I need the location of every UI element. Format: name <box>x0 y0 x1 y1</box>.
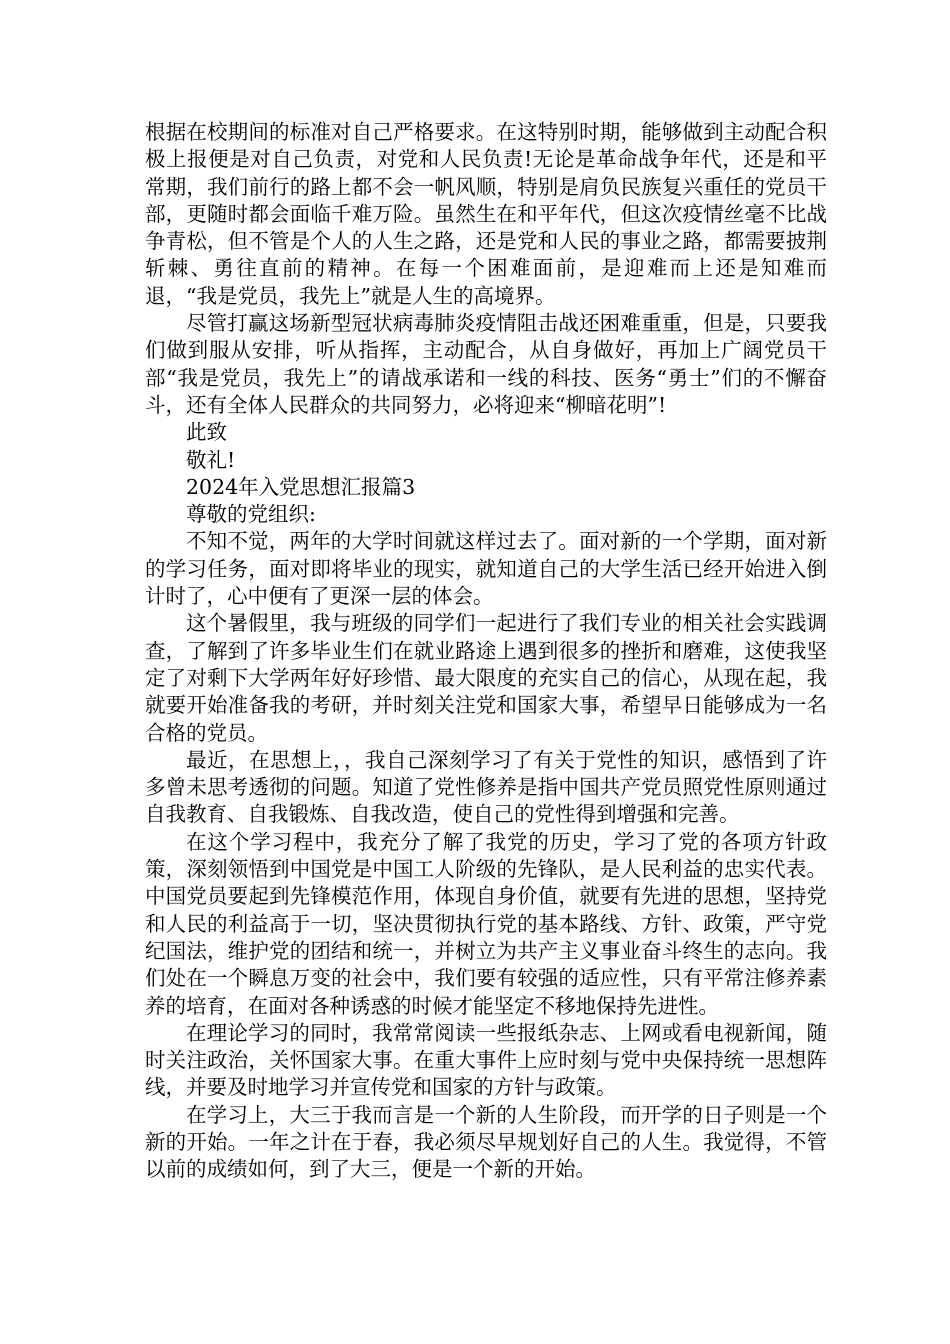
paragraph-2: 尽管打赢这场新型冠状病毒肺炎疫情阻击战还困难重重，但是，只要我们做到服从安排，听从指挥，主动配合，从自身做好，再加上广阔党员干部“我是党员，我先上”的请战承诺和一线的科技、医务“勇士”们的不懈奋斗，还有全体人民群众的共同努力，必将迎来“柳暗花明”! <box>145 311 827 417</box>
paragraph-10: 在这个学习程中，我充分了解了我党的历史，学习了党的各项方针政策，深刻领悟到中国党是中国工人阶级的先锋队，是人民利益的忠实代表。中国党员要起到先锋模范作用，体现自身价值，就要有先进的思想，坚持党和人民的利益高于一切，坚决贯彻执行党的基本路线、方针、政策，严守党纪国法，维护党的团结和统一，并树立为共产主义事业奋斗终生的志向。我们处在一个瞬息万变的社会中，我们要有较强的适应性，只有平常注修养素养的培育，在面对各种诱惑的时候才能坚定不移地保持先进性。 <box>145 829 827 1018</box>
section-title: 2024年入党思想汇报篇3 <box>186 474 416 499</box>
greeting: 尊敬的党组织: <box>186 502 316 527</box>
closing-respect: 敬礼! <box>186 447 236 472</box>
document-page <box>145 119 827 1184</box>
paragraph-1: 根据在校期间的标准对自己严格要求。在这特别时期，能够做到主动配合积极上报便是对自己负责，对党和人民负责!无论是革命战争年代，还是和平常期，我们前行的路上都不会一帆风顺，特别是肩负民族复兴重任的党员干部，更随时都会面临千难万险。虽然生在和平年代，但这次疫情丝毫不比战争青松，但不管是个人的人生之路，还是党和人民的事业之路，都需要披荆斩棘、勇往直前的精神。在每一个困难面前，是迎难而上还是知难而退，“我是党员，我先上”就是人生的高境界。 <box>145 120 827 308</box>
closing-salutation: 此致 <box>186 420 227 445</box>
paragraph-7: 不知不觉，两年的大学时间就这样过去了。面对新的一个学期，面对新的学习任务，面对即将毕业的现实，就知道自己的大学生活已经开始进入倒计时了，心中便有了更深一层的体会。 <box>145 529 827 609</box>
paragraph-11: 在理论学习的同时，我常常阅读一些报纸杂志、上网或看电视新闻，随时关注政治，关怀国家大事。在重大事件上应时刻与党中央保持统一思想阵线，并要及时地学习并宣传党和国家的方针与政策。 <box>145 1020 827 1100</box>
paragraph-8: 这个暑假里，我与班级的同学们一起进行了我们专业的相关社会实践调查，了解到了许多毕业生们在就业路途上遇到很多的挫折和磨难，这使我坚定了对剩下大学两年好好珍惜、最大限度的充实自己的信心，从现在起，我就要开始准备我的考研，并时刻关注党和国家大事，希望早日能够成为一名合格的党员。 <box>145 611 827 745</box>
paragraph-9: 最近，在思想上，，我自己深刻学习了有关于党性的知识，感悟到了许多曾未思考透彻的问题。知道了党性修养是指中国共产党员照党性原则通过自我教育、自我锻炼、自我改造，使自己的党性得到增强和完善。 <box>145 747 827 827</box>
paragraph-12: 在学习上，大三于我而言是一个新的人生阶段，而开学的日子则是一个新的开始。一年之计在于春，我必须尽早规划好自己的人生。我觉得，不管以前的成绩如何，到了大三，便是一个新的开始。 <box>145 1102 827 1182</box>
